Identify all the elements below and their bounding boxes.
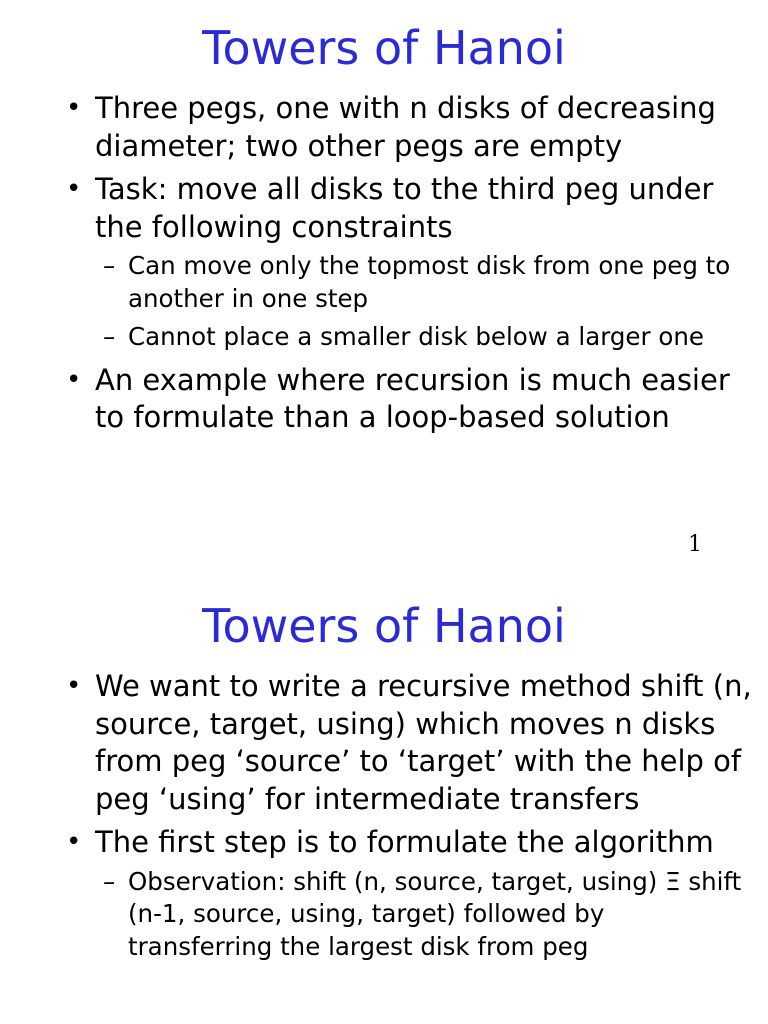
bullet-text: The first step is to formulate the algorithm bbox=[95, 825, 714, 859]
sub-bullet-item bbox=[0, 866, 760, 964]
bullet-marker: • bbox=[66, 671, 82, 701]
bullet-list bbox=[0, 90, 768, 443]
sub-bullet-marker: – bbox=[103, 251, 116, 280]
bullet-text: An example where recursion is much easier to formulate than a loop-based solution bbox=[95, 362, 730, 434]
slide-2 bbox=[0, 580, 768, 1024]
slide-title: Towers of Hanoi bbox=[202, 599, 566, 653]
sub-bullet-list bbox=[95, 250, 760, 354]
bullet-item bbox=[0, 90, 768, 165]
sub-bullet-item bbox=[0, 321, 760, 354]
bullet-item bbox=[0, 824, 768, 963]
bullet-text: Task: move all disks to the third peg under the following constraints bbox=[95, 172, 714, 244]
sub-bullet-text: Observation: shift (n, source, target, using) Ξ shift (n-1, source, using, target) followed by transferring the largest disk from peg bbox=[128, 866, 742, 961]
page-number: 1 bbox=[688, 532, 702, 557]
sub-bullet-marker: – bbox=[103, 322, 116, 351]
sub-bullet-marker: – bbox=[103, 866, 116, 896]
bullet-item bbox=[0, 668, 768, 818]
sub-bullet-list bbox=[95, 866, 760, 964]
sub-bullet-item bbox=[0, 250, 760, 315]
bullet-marker: • bbox=[66, 93, 82, 123]
bullet-text: Three pegs, one with n disks of decreasing diameter; two other pegs are empty bbox=[95, 91, 716, 163]
bullet-item bbox=[0, 171, 768, 354]
bullet-text: We want to write a recursive method shift (n, source, target, using) which moves n disks from peg ‘source’ to ‘target’ with the help of peg ‘using’ for intermediate transfers bbox=[95, 669, 752, 816]
sub-bullet-text: Cannot place a smaller disk below a larger one bbox=[128, 322, 704, 351]
bullet-marker: • bbox=[66, 174, 82, 204]
sub-bullet-text: Can move only the topmost disk from one peg to another in one step bbox=[128, 251, 731, 313]
bullet-list bbox=[0, 668, 768, 971]
bullet-item bbox=[0, 362, 768, 437]
bullet-marker: • bbox=[66, 364, 82, 395]
bullet-marker: • bbox=[66, 827, 82, 857]
slide-title: Towers of Hanoi bbox=[202, 21, 566, 75]
